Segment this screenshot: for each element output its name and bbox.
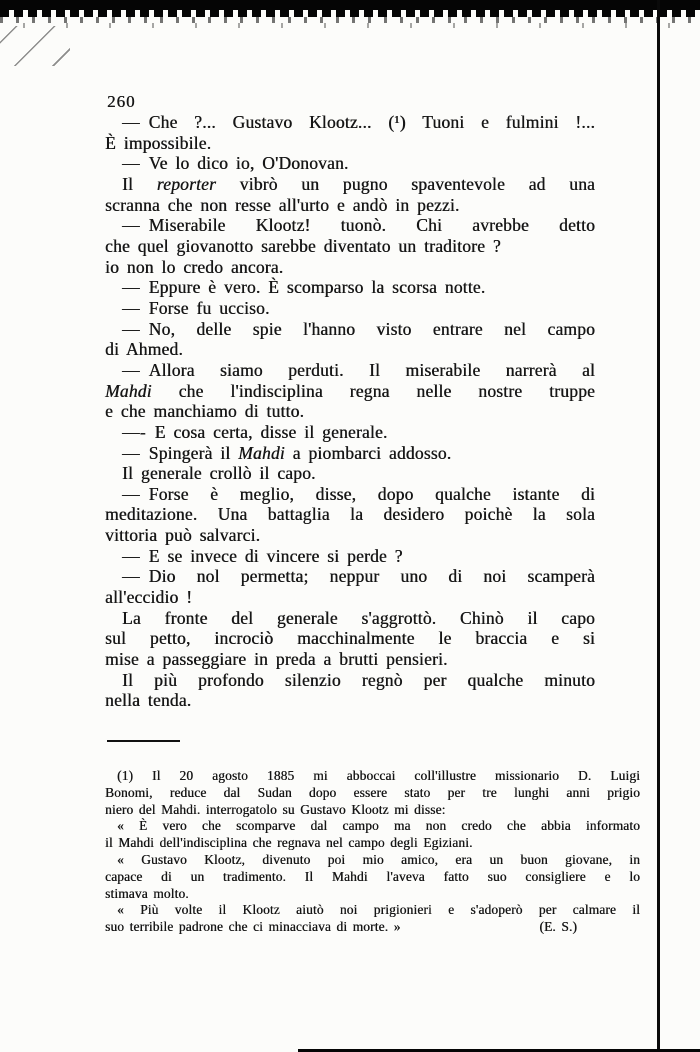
footnote-line: (1) Il 20 agosto 1885 mi abboccai coll'illustre missionario D. Luigi xyxy=(117,768,640,783)
footnote-line xyxy=(105,919,577,936)
footnote-line: stimava molto. xyxy=(105,885,189,901)
scan-artifact-right-page-edge-line xyxy=(657,0,660,1052)
text-segment: a piombarci addosso. xyxy=(284,442,452,463)
text-line: — Che ?... Gustavo Klootz... (¹) Tuoni e fulmini !... xyxy=(122,112,595,132)
footnote-text: suo terribile padrone che ci minacciava di morte. » xyxy=(105,919,401,935)
text-line: — No, delle spie l'hanno visto entrare nel campo xyxy=(122,318,595,339)
text-line: mise a passeggiare in preda a brutti pensieri. xyxy=(105,649,448,670)
text-line: sul petto, incrociò macchinalmente le braccia e si xyxy=(105,628,595,649)
text-line: — Eppure è vero. È scomparso la scorsa notte. xyxy=(122,277,486,298)
footnote-line: il Mahdi dell'indisciplina che regnava nel campo degli Egiziani. xyxy=(105,835,473,851)
text-segment: — Spingerà il xyxy=(122,442,239,463)
footnote-separator-rule xyxy=(107,740,180,742)
text-segment: Il xyxy=(122,173,157,194)
text-line: — Dio nol permetta; neppur uno di noi scamperà xyxy=(122,566,595,587)
text-line: che quel giovanotto sarebbe diventato un traditore ? xyxy=(105,235,501,256)
footnote-line: niero del Mahdi. interrogatolo su Gustavo Klootz mi disse: xyxy=(105,801,446,817)
text-line: e che manchiamo di tutto. xyxy=(105,401,305,422)
text-line: — Forse fu ucciso. xyxy=(122,297,270,318)
italic-word: Mahdi xyxy=(238,442,285,463)
text-line: —- E cosa certa, disse il generale. xyxy=(122,421,388,442)
footnote-signature: (E. S.) xyxy=(539,919,577,935)
text-segment: che l'indisciplina regna nelle nostre truppe xyxy=(151,380,595,401)
text-line: di Ahmed. xyxy=(105,339,183,360)
italic-word: Mahdi xyxy=(105,380,152,401)
text-line xyxy=(105,381,595,402)
italic-word: reporter xyxy=(156,173,217,194)
text-line: La fronte del generale s'aggrottò. Chinò il capo xyxy=(122,607,595,628)
text-line: nella tenda. xyxy=(105,690,192,711)
text-segment: vibrò un pugno spaventevole ad una xyxy=(216,173,595,194)
text-line: — Forse è meglio, disse, dopo qualche istante di xyxy=(122,483,595,504)
scan-artifact-top-speckles-light xyxy=(0,23,700,28)
scan-artifact-left-corner-noise xyxy=(0,26,70,66)
text-line: — Miserabile Klootz! tuonò. Chi avrebbe detto xyxy=(122,215,595,236)
text-line: scranna che non resse all'urto e andò in pezzi. xyxy=(105,194,460,215)
text-line: — Ve lo dico io, O'Donovan. xyxy=(122,153,349,174)
scan-artifact-top-ragged-edge xyxy=(0,10,700,17)
footnote-line: « Più volte il Klootz aiutò noi prigionieri e s'adoperò per calmare il xyxy=(117,902,640,918)
text-line: Il generale crollò il capo. xyxy=(122,463,316,484)
footnote-line: « È vero che scomparve dal campo ma non credo che abbia informato xyxy=(117,818,640,834)
text-line: — Allora siamo perduti. Il miserabile narrerà al xyxy=(122,359,595,380)
text-line xyxy=(105,443,595,464)
text-line xyxy=(105,174,595,195)
text-line: io non lo credo ancora. xyxy=(105,256,284,277)
footnote-line: Bonomi, reduce dal Sudan dopo essere stato per tre lunghi anni prigio xyxy=(105,784,640,800)
text-line: vittoria può salvarci. xyxy=(105,525,261,546)
body-text xyxy=(105,112,595,711)
footnote-line: capace di un tradimento. Il Mahdi l'aveva fatto suo consigliere e lo xyxy=(105,868,640,884)
text-line: Il più profondo silenzio regnò per qualche minuto xyxy=(122,669,595,690)
text-line: all'eccidio ! xyxy=(105,587,193,608)
page-number: 260 xyxy=(107,92,136,111)
text-line: meditazione. Una battaglia la desidero poichè la sola xyxy=(105,504,595,525)
text-line: È impossibile. xyxy=(105,132,212,153)
footnote-line: « Gustavo Klootz, divenuto poi mio amico, era un buon giovane, in xyxy=(117,851,640,867)
footnote xyxy=(105,768,640,936)
scan-artifact-top-band xyxy=(0,0,700,10)
text-line: — E se invece di vincere si perde ? xyxy=(122,545,403,566)
